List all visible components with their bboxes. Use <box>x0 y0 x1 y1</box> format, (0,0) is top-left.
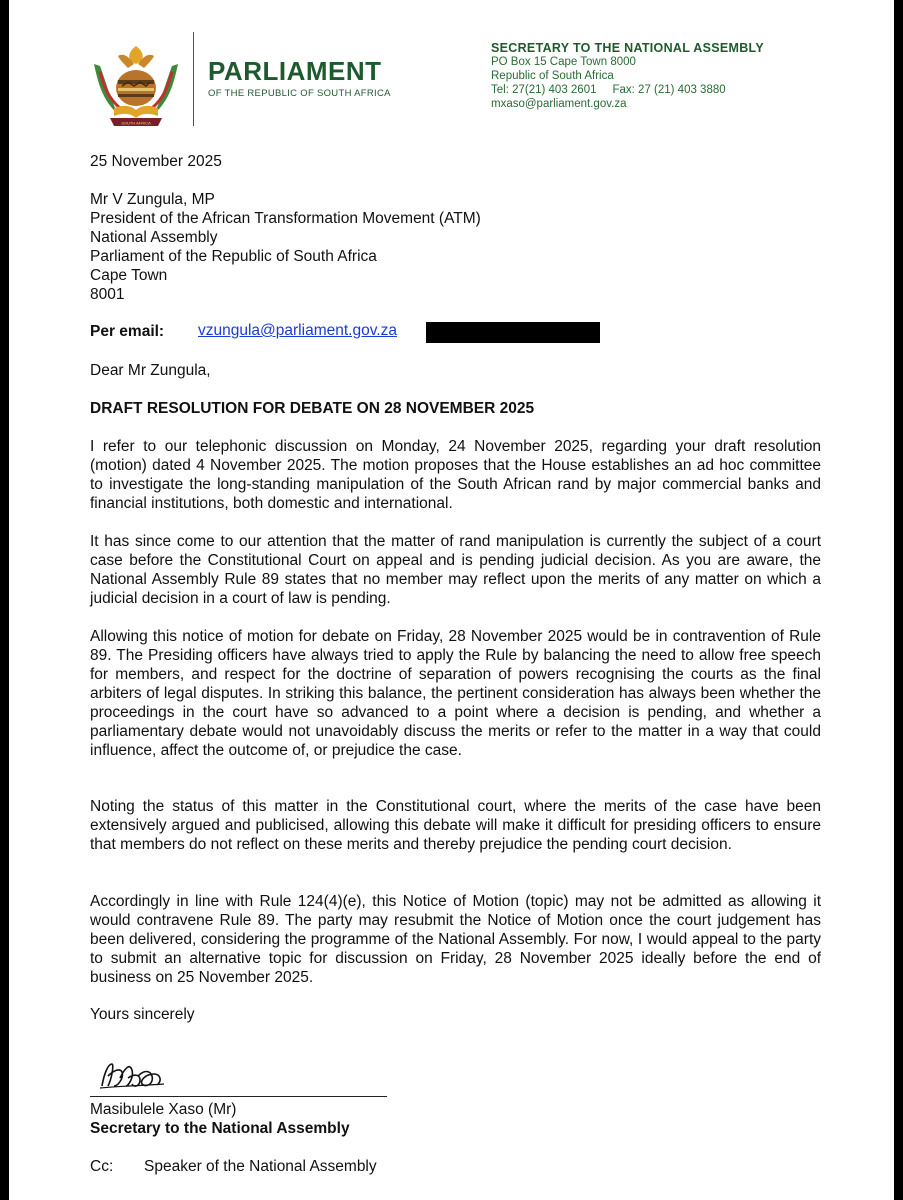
contact-address-1: PO Box 15 Cape Town 8000 <box>491 56 636 68</box>
signatory-title: Secretary to the National Assembly <box>90 1120 350 1137</box>
redaction-box <box>426 322 600 343</box>
contact-fax: Fax: 27 (21) 403 3880 <box>612 84 726 96</box>
signature-image <box>98 1056 168 1094</box>
paragraph-5: Accordingly in line with Rule 124(4)(e), this Notice of Motion (topic) may not be admitted as allowing it would contravene Rule 89. The party may resubmit the Notice of Motion once the court judgement has been delivered, considering the programme of the National Assembly. For now, I would appeal to the party to submit an alternative topic for discussion on Friday, 28 November 2025 ideally before the end of business on 25 November 2025. <box>90 893 821 986</box>
closing: Yours sincerely <box>90 1006 195 1023</box>
signatory-name: Masibulele Xaso (Mr) <box>90 1101 237 1118</box>
contact-block <box>491 41 764 111</box>
letter-date: 25 November 2025 <box>90 153 222 170</box>
recipient-line-5: Cape Town <box>90 267 168 284</box>
recipient-line-4: Parliament of the Republic of South Africa <box>90 248 377 265</box>
coat-of-arms-logo <box>88 42 184 128</box>
paragraph-4: Noting the status of this matter in the Constitutional court, where the merits of the case have been extensively argued and publicised, allowing this debate will make it difficult for presiding officers to ensure that members do not reflect on these merits and thereby prejudice the pending court decision. <box>90 798 821 853</box>
contact-tel: Tel: 27(21) 403 2601 <box>491 84 597 96</box>
cc-value: Speaker of the National Assembly <box>144 1158 377 1175</box>
org-brand <box>208 58 391 99</box>
email-link[interactable]: vzungula@parliament.gov.za <box>198 322 397 339</box>
contact-phones <box>491 83 764 97</box>
contact-heading: SECRETARY TO THE NATIONAL ASSEMBLY <box>491 41 764 55</box>
salutation: Dear Mr Zungula, <box>90 362 211 379</box>
paragraph-3: Allowing this notice of motion for debate on Friday, 28 November 2025 would be in contravention of Rule 89. The Presiding officers have always tried to apply the Rule by balancing the need to allow free speech for members, and respect for the doctrine of separation of powers recognising the courts as the final arbiters of legal disputes. In striking this balance, the pertinent consideration has always been whether the proceedings in the court have so advanced to a point where a decision is pending, and whether a parliamentary debate would not unavoidably discuss the merits or refer to the matter in a way that could influence, affect the outcome of, or prejudice the case. <box>90 628 821 759</box>
per-email-label: Per email: <box>90 323 165 340</box>
recipient-line-1: Mr V Zungula, MP <box>90 191 215 208</box>
recipient-line-6: 8001 <box>90 286 125 303</box>
letterhead-divider <box>193 32 194 126</box>
cc-label: Cc: <box>90 1158 114 1175</box>
contact-email: mxaso@parliament.gov.za <box>491 98 627 110</box>
paragraph-2: It has since come to our attention that the matter of rand manipulation is currently the subject of a court case before the Constitutional Court on appeal and is pending judicial decision. As you are aware, the National Assembly Rule 89 states that no member may reflect upon the merits of any matter on which a judicial decision in a court of law is pending. <box>90 533 821 607</box>
subject-heading: DRAFT RESOLUTION FOR DEBATE ON 28 NOVEMBER 2025 <box>90 400 535 417</box>
right-border <box>894 0 903 1200</box>
org-subtitle: OF THE REPUBLIC OF SOUTH AFRICA <box>208 88 391 99</box>
org-name: PARLIAMENT <box>208 56 382 86</box>
crest-motto: SOUTH AFRICA <box>121 120 151 126</box>
paragraph-1: I refer to our telephonic discussion on Monday, 24 November 2025, regarding your draft resolution (motion) dated 4 November 2025. The motion proposes that the House establishes an ad hoc committee to investigate the long-standing manipulation of the South African rand by major commercial banks and financial institutions, both domestic and international. <box>90 438 821 512</box>
recipient-line-2: President of the African Transformation Movement (ATM) <box>90 210 481 227</box>
contact-address-2: Republic of South Africa <box>491 70 614 82</box>
signature-line <box>90 1096 387 1097</box>
left-border <box>0 0 9 1200</box>
recipient-line-3: National Assembly <box>90 229 218 246</box>
